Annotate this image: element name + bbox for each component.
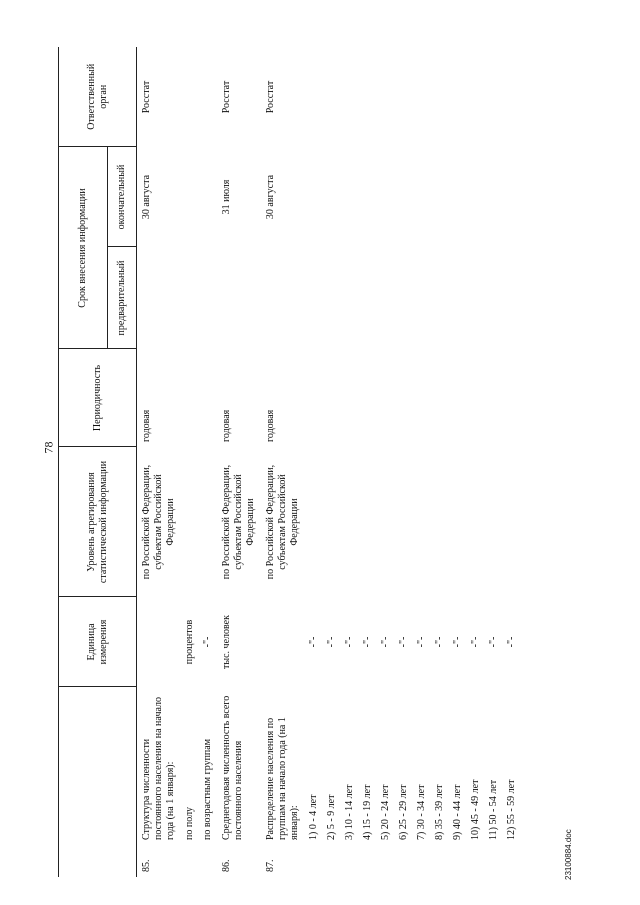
- subrow-empty-cell: [395, 349, 413, 447]
- subrow-empty-cell: [359, 447, 377, 597]
- statistics-table: [58, 47, 521, 877]
- subrow-empty-cell: [395, 47, 413, 147]
- table-subrow: [199, 47, 217, 877]
- subrow-empty-cell: [431, 47, 449, 147]
- table-subrow: [467, 47, 485, 877]
- row-responsible: Росстат: [221, 80, 232, 114]
- row-name: Структура численности постоянного населения на начало года (на 1 января):: [141, 697, 176, 840]
- subrow-empty-cell: [485, 147, 503, 247]
- subrow-unit: процентов: [184, 619, 195, 665]
- header-aggregation: Уровень агрегирования статистической информации: [59, 447, 137, 597]
- subrow-number-empty: [413, 845, 431, 877]
- page-number: 78: [41, 441, 56, 454]
- subrow-empty-cell: [359, 349, 377, 447]
- subrow-empty-cell: [467, 247, 485, 349]
- subrow-empty-cell: [485, 349, 503, 447]
- subrow-empty-cell: [359, 47, 377, 147]
- table-subrow: [305, 47, 323, 877]
- subrow-unit: -"-: [416, 636, 427, 648]
- subrow-empty-cell: [449, 147, 467, 247]
- subrow-label: 12) 55 - 59 лет: [506, 779, 517, 840]
- header-responsible: Ответственный орган: [59, 47, 137, 147]
- subrow-empty-cell: [503, 47, 521, 147]
- table-subrow: [485, 47, 503, 877]
- subrow-empty-cell: [199, 349, 217, 447]
- header-number-cell: [59, 845, 137, 877]
- subrow-empty-cell: [377, 47, 395, 147]
- subrow-label: по возрастным группам: [202, 738, 213, 840]
- subrow-empty-cell: [485, 47, 503, 147]
- subrow-empty-cell: [305, 247, 323, 349]
- subrow-empty-cell: [181, 47, 199, 147]
- subrow-empty-cell: [377, 247, 395, 349]
- subrow-number-empty: [431, 845, 449, 877]
- header-name-cell: [59, 687, 137, 845]
- subrow-empty-cell: [199, 47, 217, 147]
- table-subrow: [413, 47, 431, 877]
- subrow-empty-cell: [467, 147, 485, 247]
- subrow-label: 5) 20 - 24 лет: [380, 784, 391, 840]
- subrow-unit: -"-: [308, 636, 319, 648]
- subrow-empty-cell: [305, 349, 323, 447]
- subrow-unit: -"-: [398, 636, 409, 648]
- subrow-label: 3) 10 - 14 лет: [344, 784, 355, 840]
- subrow-unit: -"-: [380, 636, 391, 648]
- table-subrow: [449, 47, 467, 877]
- header-preliminary: предварительный: [108, 247, 137, 349]
- subrow-number-empty: [305, 845, 323, 877]
- subrow-empty-cell: [323, 447, 341, 597]
- subrow-empty-cell: [341, 47, 359, 147]
- subrow-label: по полу: [184, 806, 195, 840]
- subrow-empty-cell: [181, 349, 199, 447]
- subrow-label: 4) 15 - 19 лет: [362, 784, 373, 840]
- table-row: [217, 47, 261, 877]
- row-number: 85.: [141, 859, 152, 872]
- subrow-empty-cell: [467, 349, 485, 447]
- subrow-empty-cell: [377, 147, 395, 247]
- table-subrow: [359, 47, 377, 877]
- subrow-unit: -"-: [434, 636, 445, 648]
- subrow-empty-cell: [323, 47, 341, 147]
- subrow-empty-cell: [323, 147, 341, 247]
- subrow-empty-cell: [377, 447, 395, 597]
- row-final: 31 июля: [221, 179, 232, 215]
- subrow-label: 9) 40 - 44 лет: [452, 784, 463, 840]
- subrow-empty-cell: [413, 447, 431, 597]
- subrow-empty-cell: [413, 247, 431, 349]
- row-aggregation: по Российской Федерации, субъектам Российской Федерации: [141, 464, 176, 580]
- subrow-number-empty: [377, 845, 395, 877]
- table-subrow: [395, 47, 413, 877]
- subrow-label: 2) 5 - 9 лет: [326, 794, 337, 840]
- row-periodicity: годовая: [141, 409, 152, 442]
- table-subrow: [323, 47, 341, 877]
- subrow-empty-cell: [395, 447, 413, 597]
- subrow-empty-cell: [467, 47, 485, 147]
- table-header: [59, 47, 137, 877]
- subrow-number-empty: [323, 845, 341, 877]
- row-preliminary: [261, 247, 305, 349]
- subrow-empty-cell: [199, 147, 217, 247]
- subrow-unit: -"-: [202, 636, 213, 648]
- subrow-empty-cell: [449, 349, 467, 447]
- table-subrow: [431, 47, 449, 877]
- subrow-empty-cell: [323, 349, 341, 447]
- row-aggregation: по Российской Федерации, субъектам Российской Федерации: [221, 464, 256, 580]
- subrow-label: 6) 25 - 29 лет: [398, 784, 409, 840]
- row-periodicity: годовая: [265, 409, 276, 442]
- subrow-unit: -"-: [326, 636, 337, 648]
- subrow-empty-cell: [485, 247, 503, 349]
- subrow-number-empty: [395, 845, 413, 877]
- row-unit: тыс. человек: [221, 615, 232, 669]
- subrow-empty-cell: [485, 447, 503, 597]
- subrow-empty-cell: [305, 447, 323, 597]
- subrow-number-empty: [181, 845, 199, 877]
- subrow-empty-cell: [503, 447, 521, 597]
- row-name: Среднегодовая численность всего постоянного населения: [221, 695, 244, 840]
- subrow-empty-cell: [395, 247, 413, 349]
- subrow-empty-cell: [359, 147, 377, 247]
- subrow-empty-cell: [359, 247, 377, 349]
- subrow-empty-cell: [431, 147, 449, 247]
- row-number: 86.: [221, 859, 232, 872]
- subrow-unit: -"-: [362, 636, 373, 648]
- subrow-label: 1) 0 - 4 лет: [308, 794, 319, 840]
- header-periodicity: Периодичность: [59, 349, 137, 447]
- subrow-empty-cell: [431, 447, 449, 597]
- subrow-unit: -"-: [452, 636, 463, 648]
- table-subrow: [503, 47, 521, 877]
- subrow-empty-cell: [467, 447, 485, 597]
- row-preliminary: [137, 247, 182, 349]
- subrow-empty-cell: [413, 349, 431, 447]
- row-responsible: Росстат: [141, 80, 152, 114]
- subrow-empty-cell: [395, 147, 413, 247]
- row-unit: [137, 597, 182, 687]
- row-name: Распределение населения по группам на начало года (на 1 января):: [265, 717, 300, 840]
- subrow-label: 10) 45 - 49 лет: [470, 779, 481, 840]
- subrow-label: 11) 50 - 54 лет: [488, 779, 499, 840]
- subrow-empty-cell: [341, 349, 359, 447]
- row-aggregation: по Российской Федерации, субъектам Российской Федерации: [265, 464, 300, 580]
- table-body: [137, 47, 522, 877]
- subrow-empty-cell: [305, 47, 323, 147]
- subrow-empty-cell: [341, 247, 359, 349]
- subrow-empty-cell: [413, 47, 431, 147]
- subrow-label: 8) 35 - 39 лет: [434, 784, 445, 840]
- subrow-empty-cell: [503, 247, 521, 349]
- subrow-unit: -"-: [506, 636, 517, 648]
- row-unit: [261, 597, 305, 687]
- row-responsible: Росстат: [265, 80, 276, 114]
- subrow-empty-cell: [323, 247, 341, 349]
- row-number: 87.: [265, 859, 276, 872]
- subrow-number-empty: [341, 845, 359, 877]
- subrow-number-empty: [503, 845, 521, 877]
- row-final: 30 августа: [265, 174, 276, 220]
- subrow-empty-cell: [413, 147, 431, 247]
- subrow-empty-cell: [199, 247, 217, 349]
- subrow-empty-cell: [305, 147, 323, 247]
- subrow-empty-cell: [449, 447, 467, 597]
- subrow-empty-cell: [431, 247, 449, 349]
- subrow-label: 7) 30 - 34 лет: [416, 784, 427, 840]
- subrow-empty-cell: [449, 47, 467, 147]
- subrow-empty-cell: [431, 349, 449, 447]
- subrow-empty-cell: [181, 147, 199, 247]
- subrow-number-empty: [485, 845, 503, 877]
- subrow-empty-cell: [503, 147, 521, 247]
- rotated-table-container: [58, 47, 614, 877]
- subrow-empty-cell: [503, 349, 521, 447]
- table-row: [261, 47, 305, 877]
- header-deadline: Срок внесения информации: [59, 147, 108, 349]
- subrow-empty-cell: [377, 349, 395, 447]
- table-row: [137, 47, 182, 877]
- subrow-unit: -"-: [488, 636, 499, 648]
- subrow-number-empty: [359, 845, 377, 877]
- header-final: окончательный: [108, 147, 137, 247]
- subrow-empty-cell: [181, 447, 199, 597]
- header-unit: Единица измерения: [59, 597, 137, 687]
- document-code: 23100884.doc: [564, 829, 573, 880]
- subrow-empty-cell: [341, 447, 359, 597]
- table-subrow: [341, 47, 359, 877]
- subrow-empty-cell: [341, 147, 359, 247]
- subrow-unit: -"-: [470, 636, 481, 648]
- subrow-empty-cell: [181, 247, 199, 349]
- row-preliminary: [217, 247, 261, 349]
- subrow-unit: -"-: [344, 636, 355, 648]
- subrow-number-empty: [199, 845, 217, 877]
- subrow-empty-cell: [449, 247, 467, 349]
- row-final: 30 августа: [141, 174, 152, 220]
- subrow-number-empty: [449, 845, 467, 877]
- table-subrow: [377, 47, 395, 877]
- table-subrow: [181, 47, 199, 877]
- subrow-number-empty: [467, 845, 485, 877]
- row-periodicity: годовая: [221, 409, 232, 442]
- subrow-empty-cell: [199, 447, 217, 597]
